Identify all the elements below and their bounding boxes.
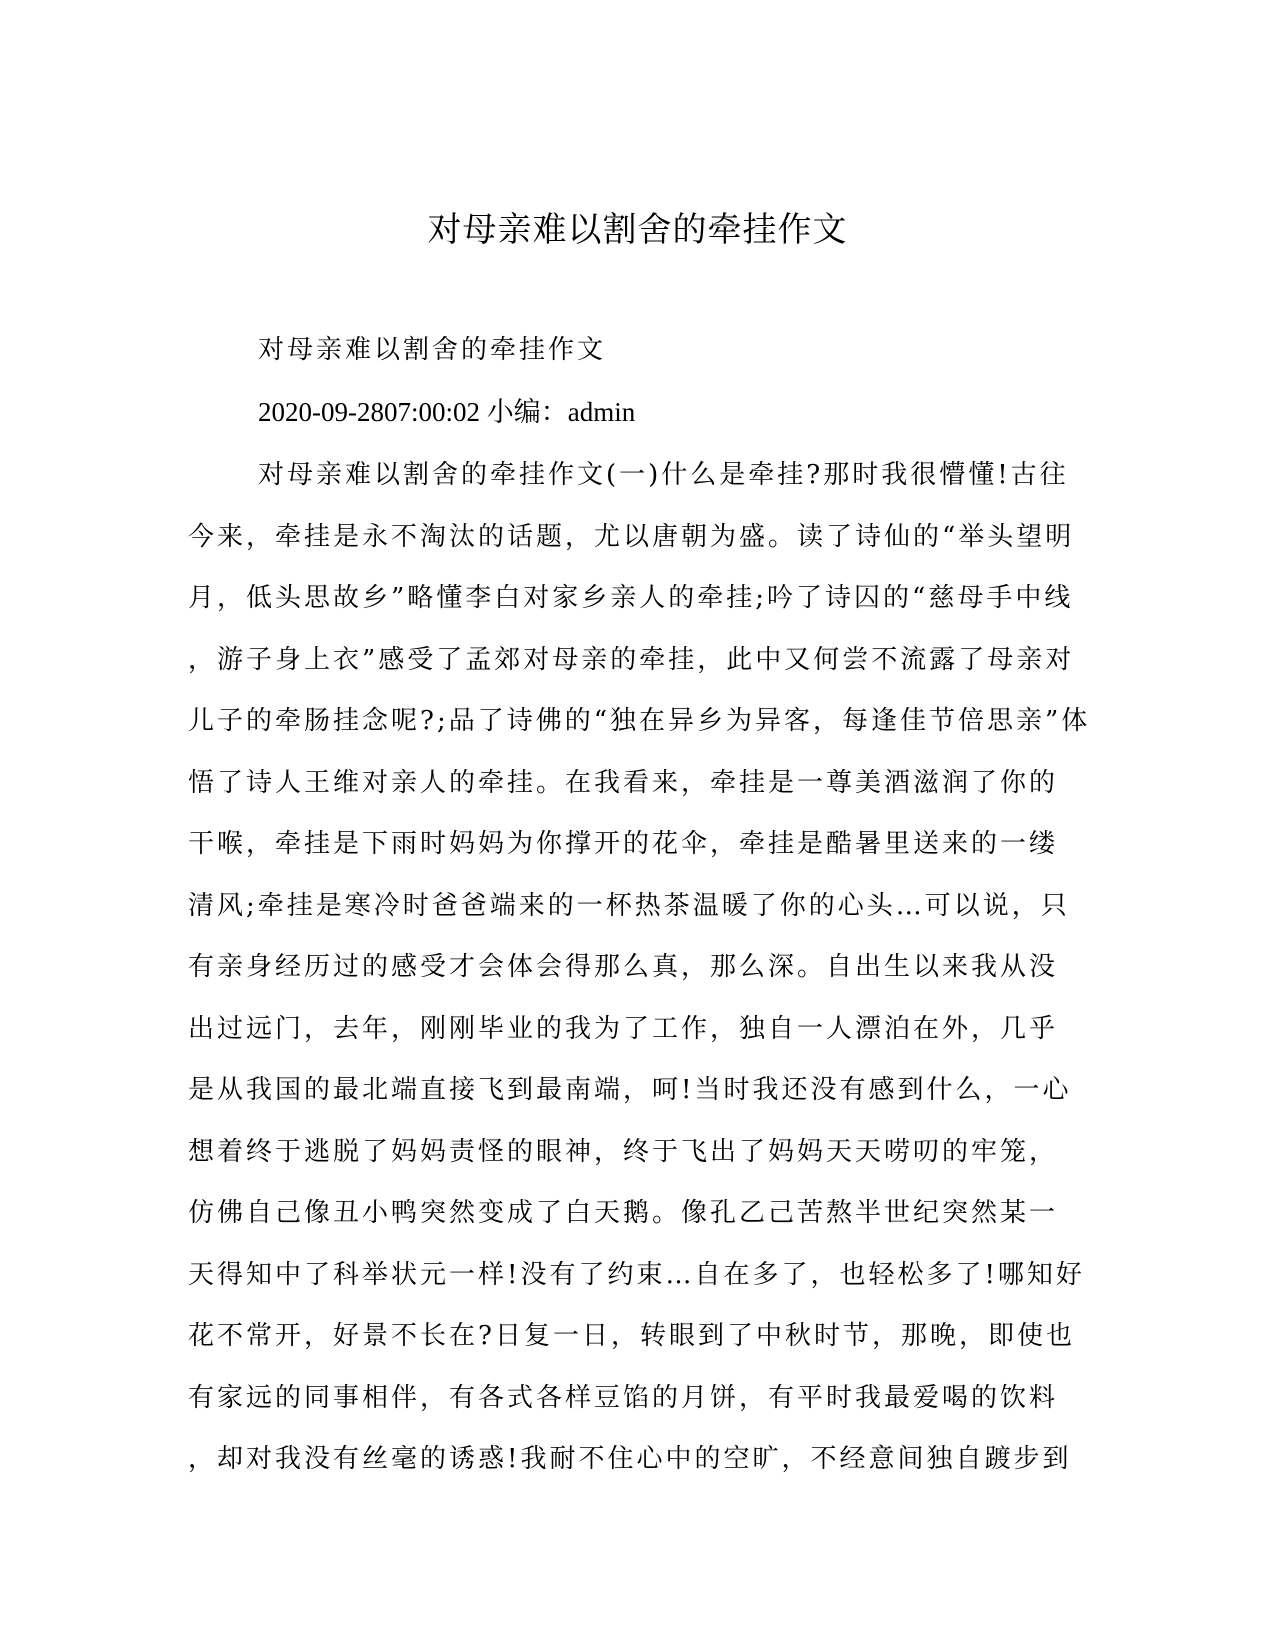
document-title: 对母亲难以割舍的牵挂作文	[427, 210, 848, 250]
body-line: ，却对我没有丝毫的诱惑!我耐不住心中的空旷，不经意间独自踱步到	[188, 1444, 1072, 1474]
body-line: 悟了诗人王维对亲人的牵挂。在我看来，牵挂是一尊美酒滋润了你的	[188, 767, 1059, 798]
article-subtitle: 对母亲难以割舍的牵挂作文	[258, 335, 607, 365]
body-line: 仿佛自己像丑小鸭突然变成了白天鹅。像孔乙己苦熬半世纪突然某一	[188, 1198, 1059, 1228]
body-line: 有亲身经历过的感受才会体会得那么真，那么深。自出生以来我从没	[188, 952, 1059, 982]
body-line: 想着终于逃脱了妈妈责怪的眼神，终于飞出了妈妈天天唠叨的牢笼，	[188, 1136, 1059, 1167]
body-line: 干喉，牵挂是下雨时妈妈为你撑开的花伞，牵挂是酷暑里送来的一缕	[188, 829, 1059, 859]
body-line: 清风;牵挂是寒冷时爸爸端来的一杯热茶温暖了你的心头…可以说，只	[188, 890, 1070, 921]
body-line: 儿子的牵肠挂念呢?;品了诗佛的“独在异乡为异客，每逢佳节倍思亲”体	[188, 706, 1091, 736]
body-line: 今来，牵挂是永不淘汰的话题，尤以唐朝为盛。读了诗仙的“举头望明	[188, 521, 1075, 552]
article-meta: 2020-09-2807:00:02 小编：admin	[258, 397, 636, 427]
body-line: 天得知中了科举状元一样!没有了约束…自在多了，也轻松多了!哪知好	[188, 1259, 1085, 1290]
body-line: ，游子身上衣”感受了孟郊对母亲的牵挂，此中又何尝不流露了母亲对	[188, 644, 1075, 675]
article-body	[188, 450, 1091, 1496]
body-line: 有家远的同事相伴，有各式各样豆馅的月饼，有平时我最爱喝的饮料	[188, 1382, 1059, 1413]
body-line: 对母亲难以割舍的牵挂作文(一)什么是牵挂?那时我很懵懂!古往	[258, 460, 1069, 490]
body-line: 月，低头思故乡”略懂李白对家乡亲人的牵挂;吟了诗囚的“慈母手中线	[188, 583, 1074, 613]
body-line: 是从我国的最北端直接飞到最南端，呵!当时我还没有感到什么，一心	[188, 1075, 1072, 1105]
body-line: 花不常开，好景不长在?日复一日，转眼到了中秋时节，那晚，即使也	[188, 1321, 1075, 1351]
body-line: 出过远门，去年，刚刚毕业的我为了工作，独自一人漂泊在外，几乎	[188, 1013, 1059, 1044]
